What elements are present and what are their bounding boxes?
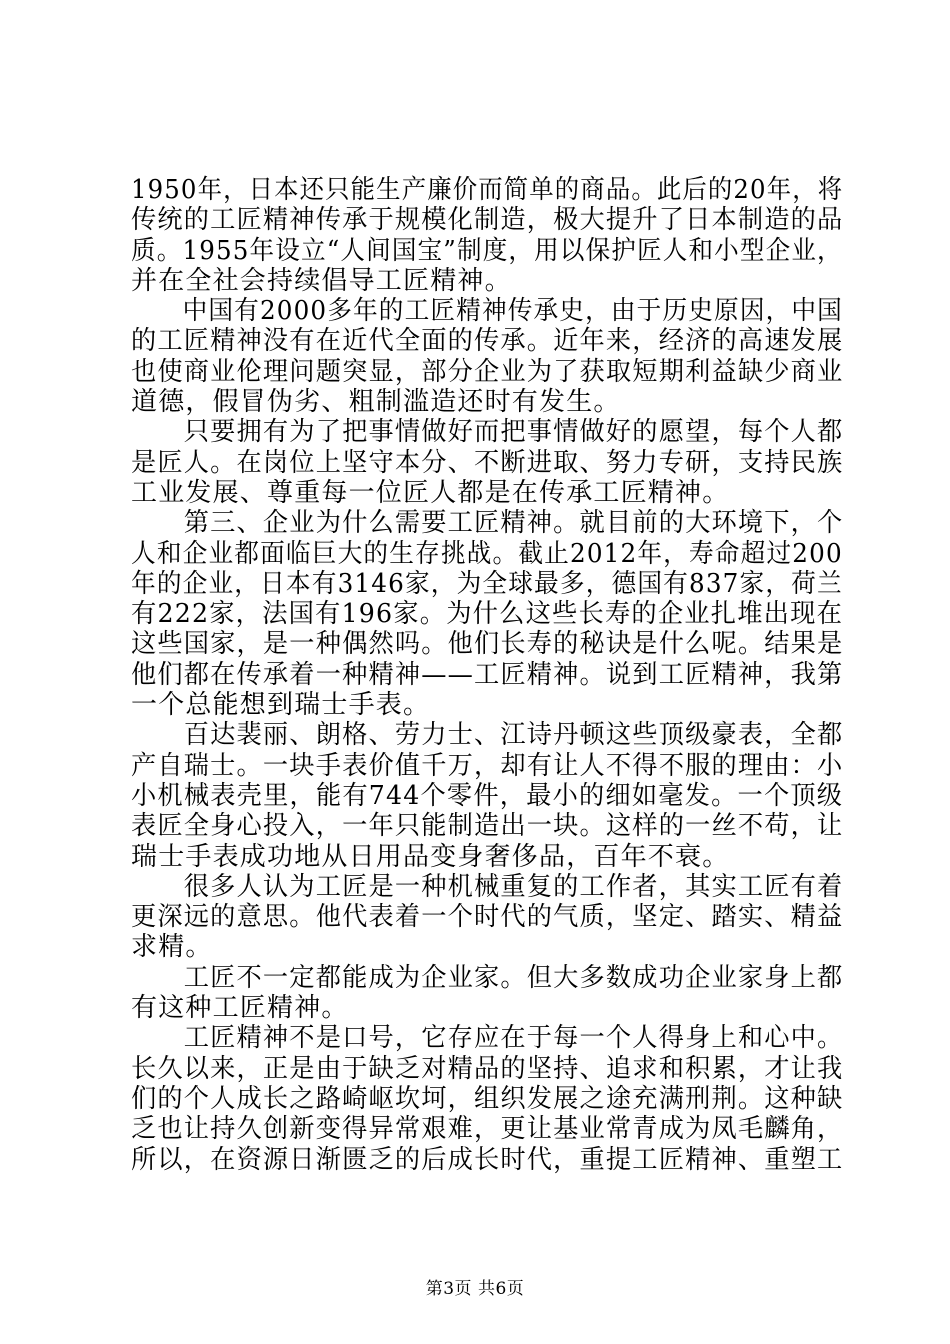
body-text [131, 175, 844, 1175]
text-line: 一个总能想到瑞士手表。 [131, 690, 431, 721]
text-line: 的工匠精神没有在近代全面的传承。近年来，经济的高速发展 [131, 326, 844, 357]
text-line: 道德，假冒伪劣、粗制滥造还时有发生。 [131, 387, 621, 418]
text-line: 他们都在传承着一种精神——工匠精神。说到工匠精神，我第 [131, 659, 844, 690]
text-line: 也使商业伦理问题突显，部分企业为了获取短期利益缺少商业 [131, 356, 844, 387]
text-line: 所以，在资源日渐匮乏的后成长时代，重提工匠精神、重塑工 [131, 1144, 844, 1175]
text-line: 有这种工匠精神。 [131, 993, 349, 1024]
text-line: 表匠全身心投入，一年只能制造出一块。这样的一丝不苟，让 [131, 811, 844, 842]
text-line: 瑞士手表成功地从日用品变身奢侈品，百年不衰。 [131, 841, 730, 872]
text-line: 百达裴丽、朗格、劳力士、江诗丹顿这些顶级豪表，全都 [131, 720, 844, 751]
text-line: 乏也让持久创新变得异常艰难，更让基业常青成为凤毛麟角， [131, 1114, 844, 1145]
text-line: 这些国家，是一种偶然吗。他们长寿的秘诀是什么呢。结果是 [131, 629, 844, 660]
text-line: 工匠精神不是口号，它存应在于每一个人得身上和心中。 [131, 1023, 844, 1054]
text-line: 产自瑞士。一块手表价值千万，却有让人不得不服的理由：小 [131, 750, 844, 781]
text-line: 有222家，法国有196家。为什么这些长寿的企业扎堆出现在 [131, 599, 844, 630]
text-line: 1950年，日本还只能生产廉价而简单的商品。此后的20年，将 [131, 175, 844, 205]
text-line: 工匠不一定都能成为企业家。但大多数成功企业家身上都 [131, 962, 844, 993]
text-line: 传统的工匠精神传承于规模化制造，极大提升了日本制造的品 [131, 205, 844, 236]
text-line: 求精。 [131, 932, 213, 963]
text-line: 更深远的意思。他代表着一个时代的气质，坚定、踏实、精益 [131, 902, 844, 933]
text-line: 很多人认为工匠是一种机械重复的工作者，其实工匠有着 [131, 871, 844, 902]
text-line: 们的个人成长之路崎岖坎坷，组织发展之途充满刑荆。这种缺 [131, 1083, 844, 1114]
text-line: 是匠人。在岗位上坚守本分、不断进取、努力专研，支持民族 [131, 447, 844, 478]
text-line: 工业发展、尊重每一位匠人都是在传承工匠精神。 [131, 477, 730, 508]
text-line: 小机械表壳里，能有744个零件，最小的细如毫发。一个顶级 [131, 780, 844, 811]
text-line: 并在全社会持续倡导工匠精神。 [131, 265, 512, 296]
text-line: 只要拥有为了把事情做好而把事情做好的愿望，每个人都 [131, 417, 844, 448]
text-line: 长久以来，正是由于缺乏对精品的坚持、追求和积累，才让我 [131, 1053, 844, 1084]
page-footer: 第3页 共6页 [425, 1279, 525, 1299]
text-line: 中国有2000多年的工匠精神传承史，由于历史原因，中国 [131, 296, 843, 327]
text-line: 人和企业都面临巨大的生存挑战。截止2012年，寿命超过200 [131, 538, 843, 569]
text-line: 年的企业，日本有3146家，为全球最多，德国有837家，荷兰 [131, 568, 843, 599]
text-line: 第三、企业为什么需要工匠精神。就目前的大环境下，个 [131, 508, 844, 539]
text-line: 质。1955年设立“人间国宝”制度，用以保护匠人和小型企业， [131, 235, 843, 266]
